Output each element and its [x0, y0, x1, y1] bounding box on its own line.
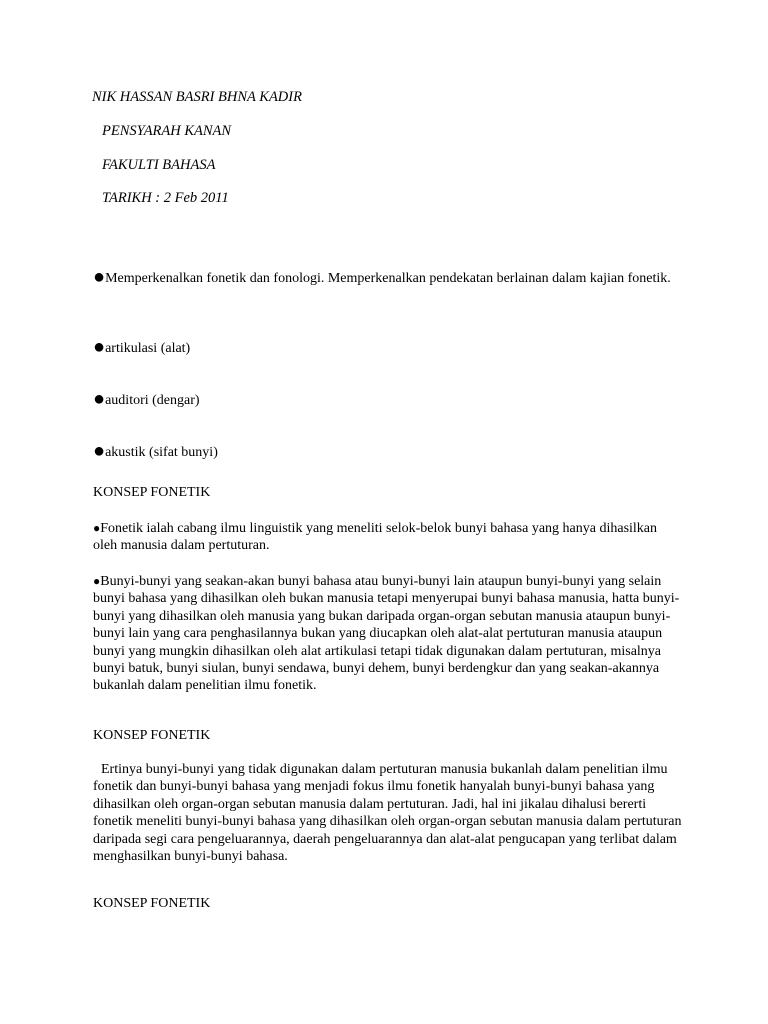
section-bullet [93, 520, 683, 555]
bullet-icon: ● [93, 521, 101, 535]
intro-bullet-1 [93, 266, 683, 288]
bullet-icon: ● [93, 336, 106, 358]
bullet-icon: ● [93, 266, 106, 288]
bullet-icon: ● [93, 388, 106, 410]
bullet-icon: ● [93, 574, 101, 588]
intro-bullet-text: akustik (sifat bunyi) [105, 445, 218, 460]
section-heading: KONSEP FONETIK [93, 728, 211, 743]
intro-bullet-text: auditori (dengar) [105, 393, 200, 408]
author-position: PENSYARAH KANAN [102, 123, 232, 139]
author-name: NIK HASSAN BASRI BHNA KADIR [92, 89, 302, 105]
intro-bullet-3 [93, 388, 683, 410]
section-bullet [93, 573, 683, 695]
intro-bullet-text: artikulasi (alat) [105, 341, 191, 356]
bullet-icon: ● [93, 440, 106, 462]
section-heading: KONSEP FONETIK [93, 485, 211, 500]
faculty-name: FAKULTI BAHASA [102, 157, 216, 173]
intro-bullet-4 [93, 440, 683, 462]
intro-bullet-text: Memperkenalkan fonetik dan fonologi. Memperkenalkan pendekatan berlainan dalam kajian fonetik. [105, 271, 671, 286]
section-bullet-text: Bunyi-bunyi yang seakan-akan bunyi bahasa atau bunyi-bunyi lain ataupun bunyi-bunyi yang selain bunyi bahasa yang dihasilkan oleh bukan manusia tetapi menyerupai bunyi bahasa manusia, hatta bunyi-bunyi yang dihasilkan oleh manusia yang bukan daripada organ-organ sebutan manusia ataupun bunyi-bunyi lain yang cara penghasilannya bukan yang diucapkan oleh alat-alat pertuturan manusia ataupun bunyi yang mungkin dihasilkan oleh alat artikulasi tetapi tidak digunakan dalam pertuturan, misalnya bunyi batuk, bunyi siulan, bunyi sendawa, bunyi dehem, bunyi berdengkur dan yang seakan-akannya bukanlah dalam penelitian ilmu fonetik. [93, 574, 680, 694]
intro-bullet-2 [93, 336, 683, 358]
section-heading: KONSEP FONETIK [93, 896, 211, 911]
section-paragraph: Ertinya bunyi-bunyi yang tidak digunakan dalam pertuturan manusia bukanlah dalam penelitian ilmu fonetik dan bunyi-bunyi bahasa yang menjadi fokus ilmu fonetik hanyalah bunyi-bunyi bahasa yang dihasilkan oleh organ-organ sebutan manusia dalam pertuturan. Jadi, hal ini jikalau dihalusi bererti fonetik meneliti bunyi-bunyi bahasa yang dihasilkan oleh organ-organ sebutan manusia dalam pertuturan daripada segi cara pengeluarannya, daerah pengeluarannya dan alat-alat pengucapan yang terlibat dalam menghasilkan bunyi-bunyi bahasa. [93, 762, 682, 865]
document-date: TARIKH : 2 Feb 2011 [102, 190, 229, 206]
section-bullet-text: Fonetik ialah cabang ilmu linguistik yang meneliti selok-belok bunyi bahasa yang hanya dihasilkan oleh manusia dalam pertuturan. [93, 521, 658, 554]
